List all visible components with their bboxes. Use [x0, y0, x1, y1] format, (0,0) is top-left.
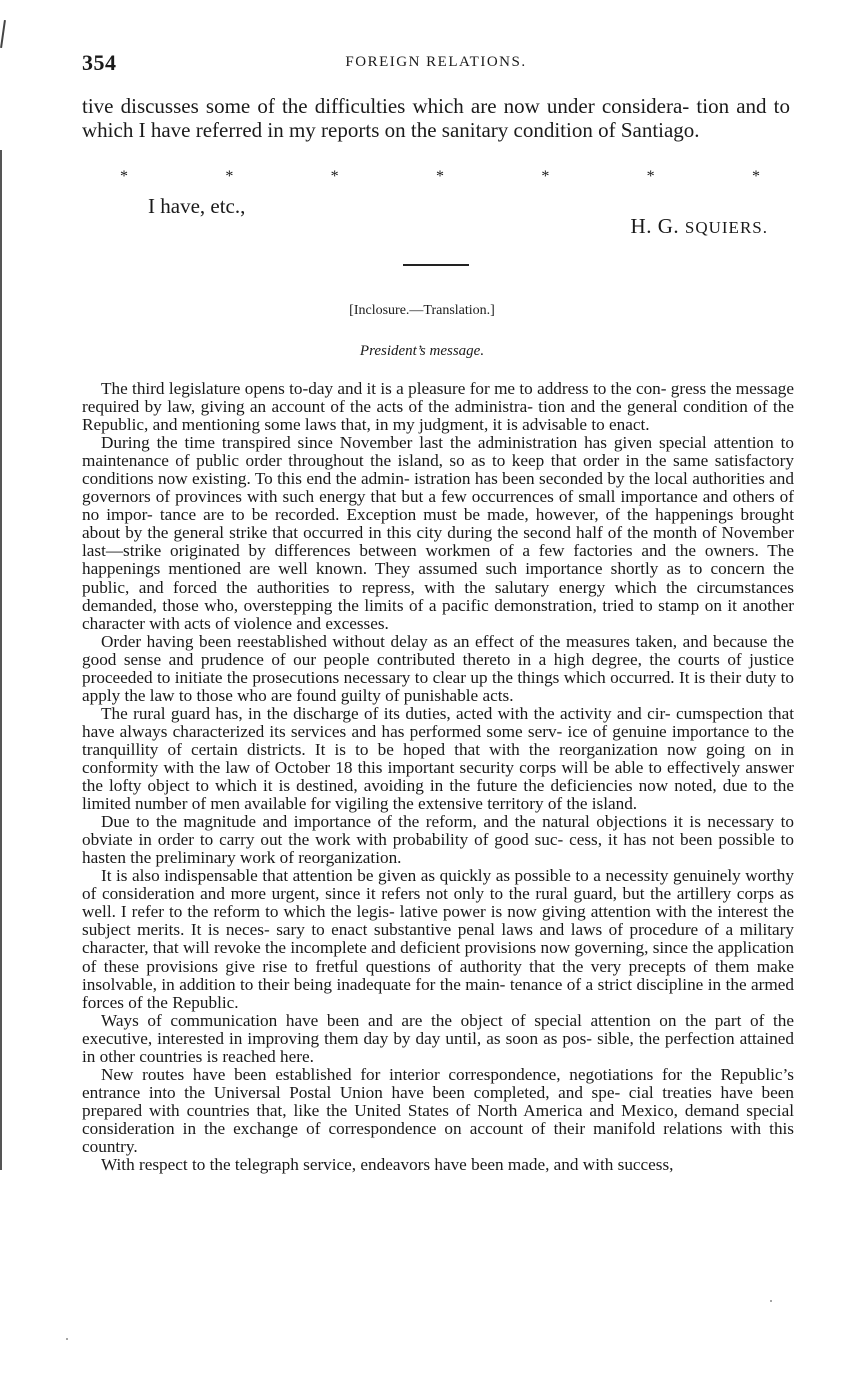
ellipsis-star: *: [330, 168, 339, 185]
ellipsis-star: *: [646, 168, 655, 185]
ellipsis-star: *: [435, 168, 444, 185]
body-paragraph: The rural guard has, in the discharge of its duties, acted with the activity and cir- cumspection that have always characterized its services and has performed some serv- ice of genuine importance to the tranquillity of certain districts. It is to be hoped that with the reorganization now going on in conformity with the law of October 18 this important security corps will be able to effectively answer the lofty object to which it is destined, avoiding in the future the deficiencies now noted, due to the limited number of men available for vigiling the extensive territory of the island.: [82, 703, 794, 814]
message-body: [82, 380, 794, 1174]
section-divider: [403, 264, 469, 266]
page-number: 354: [82, 50, 117, 75]
ellipsis-star: *: [751, 168, 760, 185]
ellipsis-star: *: [541, 168, 550, 185]
ellipsis-stars: [120, 168, 760, 186]
running-head: FOREIGN RELATIONS.: [345, 54, 527, 70]
body-paragraph: Due to the magnitude and importance of the reform, and the natural objections it is necessary to obviate in order to carry out the work with probability of good suc- cess, it has not been possible to hasten the preliminary work of reorganization.: [82, 812, 794, 868]
body-paragraph: During the time transpired since November last the administration has given special attention to maintenance of public order throughout the island, so as to keep that order in the same satisfactory conditions now existing. To this end the admin- istration has been seconded by the local authorities and governors of provinces with such energy that but a few occurrences of small importance and others of no impor- tance are to be recorded. Exception must be made, however, of the happenings brought about by the general strike that occurred in this city during the second half of the month of November last—strike originated by differences between workmen of a few factories and the owners. The happenings mentioned are well known. They assumed such importance shortly as to concern the public, and forced the authorities to repress, with the salutary energy which the circumstances demanded, those who, overstepping the limits of a pacific demonstration, tried to stamp on it another character with acts of violence and excesses.: [82, 433, 794, 633]
page-header: [82, 50, 790, 76]
lead-paragraph: tive discusses some of the difficulties which are now under considera- tion and to which I have referred in my reports on the sanitary condition of Santiago.: [82, 94, 790, 142]
ellipsis-star: *: [120, 168, 128, 185]
inclosure-label: [Inclosure.—Translation.]: [349, 303, 495, 318]
body-paragraph: New routes have been established for interior correspondence, negotiations for the Republic’s entrance into the Universal Postal Union have been completed, and spe- cial treaties have been prepared with countries that, like the United States of North America and Mexico, demand special consideration in the exchange of correspondence on account of their manifold relations with this country.: [82, 1064, 794, 1156]
signature: [631, 214, 768, 239]
body-paragraph: The third legislature opens to-day and it is a pleasure for me to address to the con- gress the message required by law, giving an account of the acts of the administra- tion and the general condition of the Republic, and mentioning some laws that, in my judgment, it is advisable to enact.: [82, 379, 794, 435]
message-title: President’s message.: [359, 343, 485, 359]
letter-closing: I have, etc.,: [148, 194, 246, 218]
scan-speck: [770, 1300, 772, 1302]
body-paragraph: Ways of communication have been and are the object of special attention on the part of the executive, interested in improving them day by day until, as soon as pos- sible, the perfection attained in other countries is reached here.: [82, 1010, 794, 1066]
ellipsis-star: *: [225, 168, 234, 185]
scan-speck: [66, 1338, 68, 1340]
scan-corner-mark: [0, 20, 6, 48]
signature-initials: H. G.: [630, 214, 680, 238]
body-paragraph: With respect to the telegraph service, endeavors have been made, and with success,: [101, 1155, 674, 1175]
body-paragraph: Order having been reestablished without delay as an effect of the measures taken, and because the good sense and prudence of our people contributed thereto in a high degree, the courts of justice proceeded to initiate the prosecutions necessary to clear up the things which occurred. It is their duty to apply the law to those who are found guilty of punishable acts.: [82, 631, 794, 705]
body-paragraph: It is also indispensable that attention be given as quickly as possible to a necessity genuinely worthy of consideration and more urgent, since it refers not only to the rural guard, but the artillery corps as well. I refer to the reform to which the legis- lative power is now giving attention with the interest the subject merits. It is neces- sary to enact substantive penal laws and laws of procedure of a military character, that will revoke the incomplete and deficient provisions now governing, since the application of these provisions give rise to fretful questions of authority that the very precepts of them make insolvable, in addition to their being inadequate for the main- tenance of a strict discipline in the armed forces of the Republic.: [82, 866, 794, 1012]
signature-surname: SQUIERS.: [684, 218, 768, 237]
